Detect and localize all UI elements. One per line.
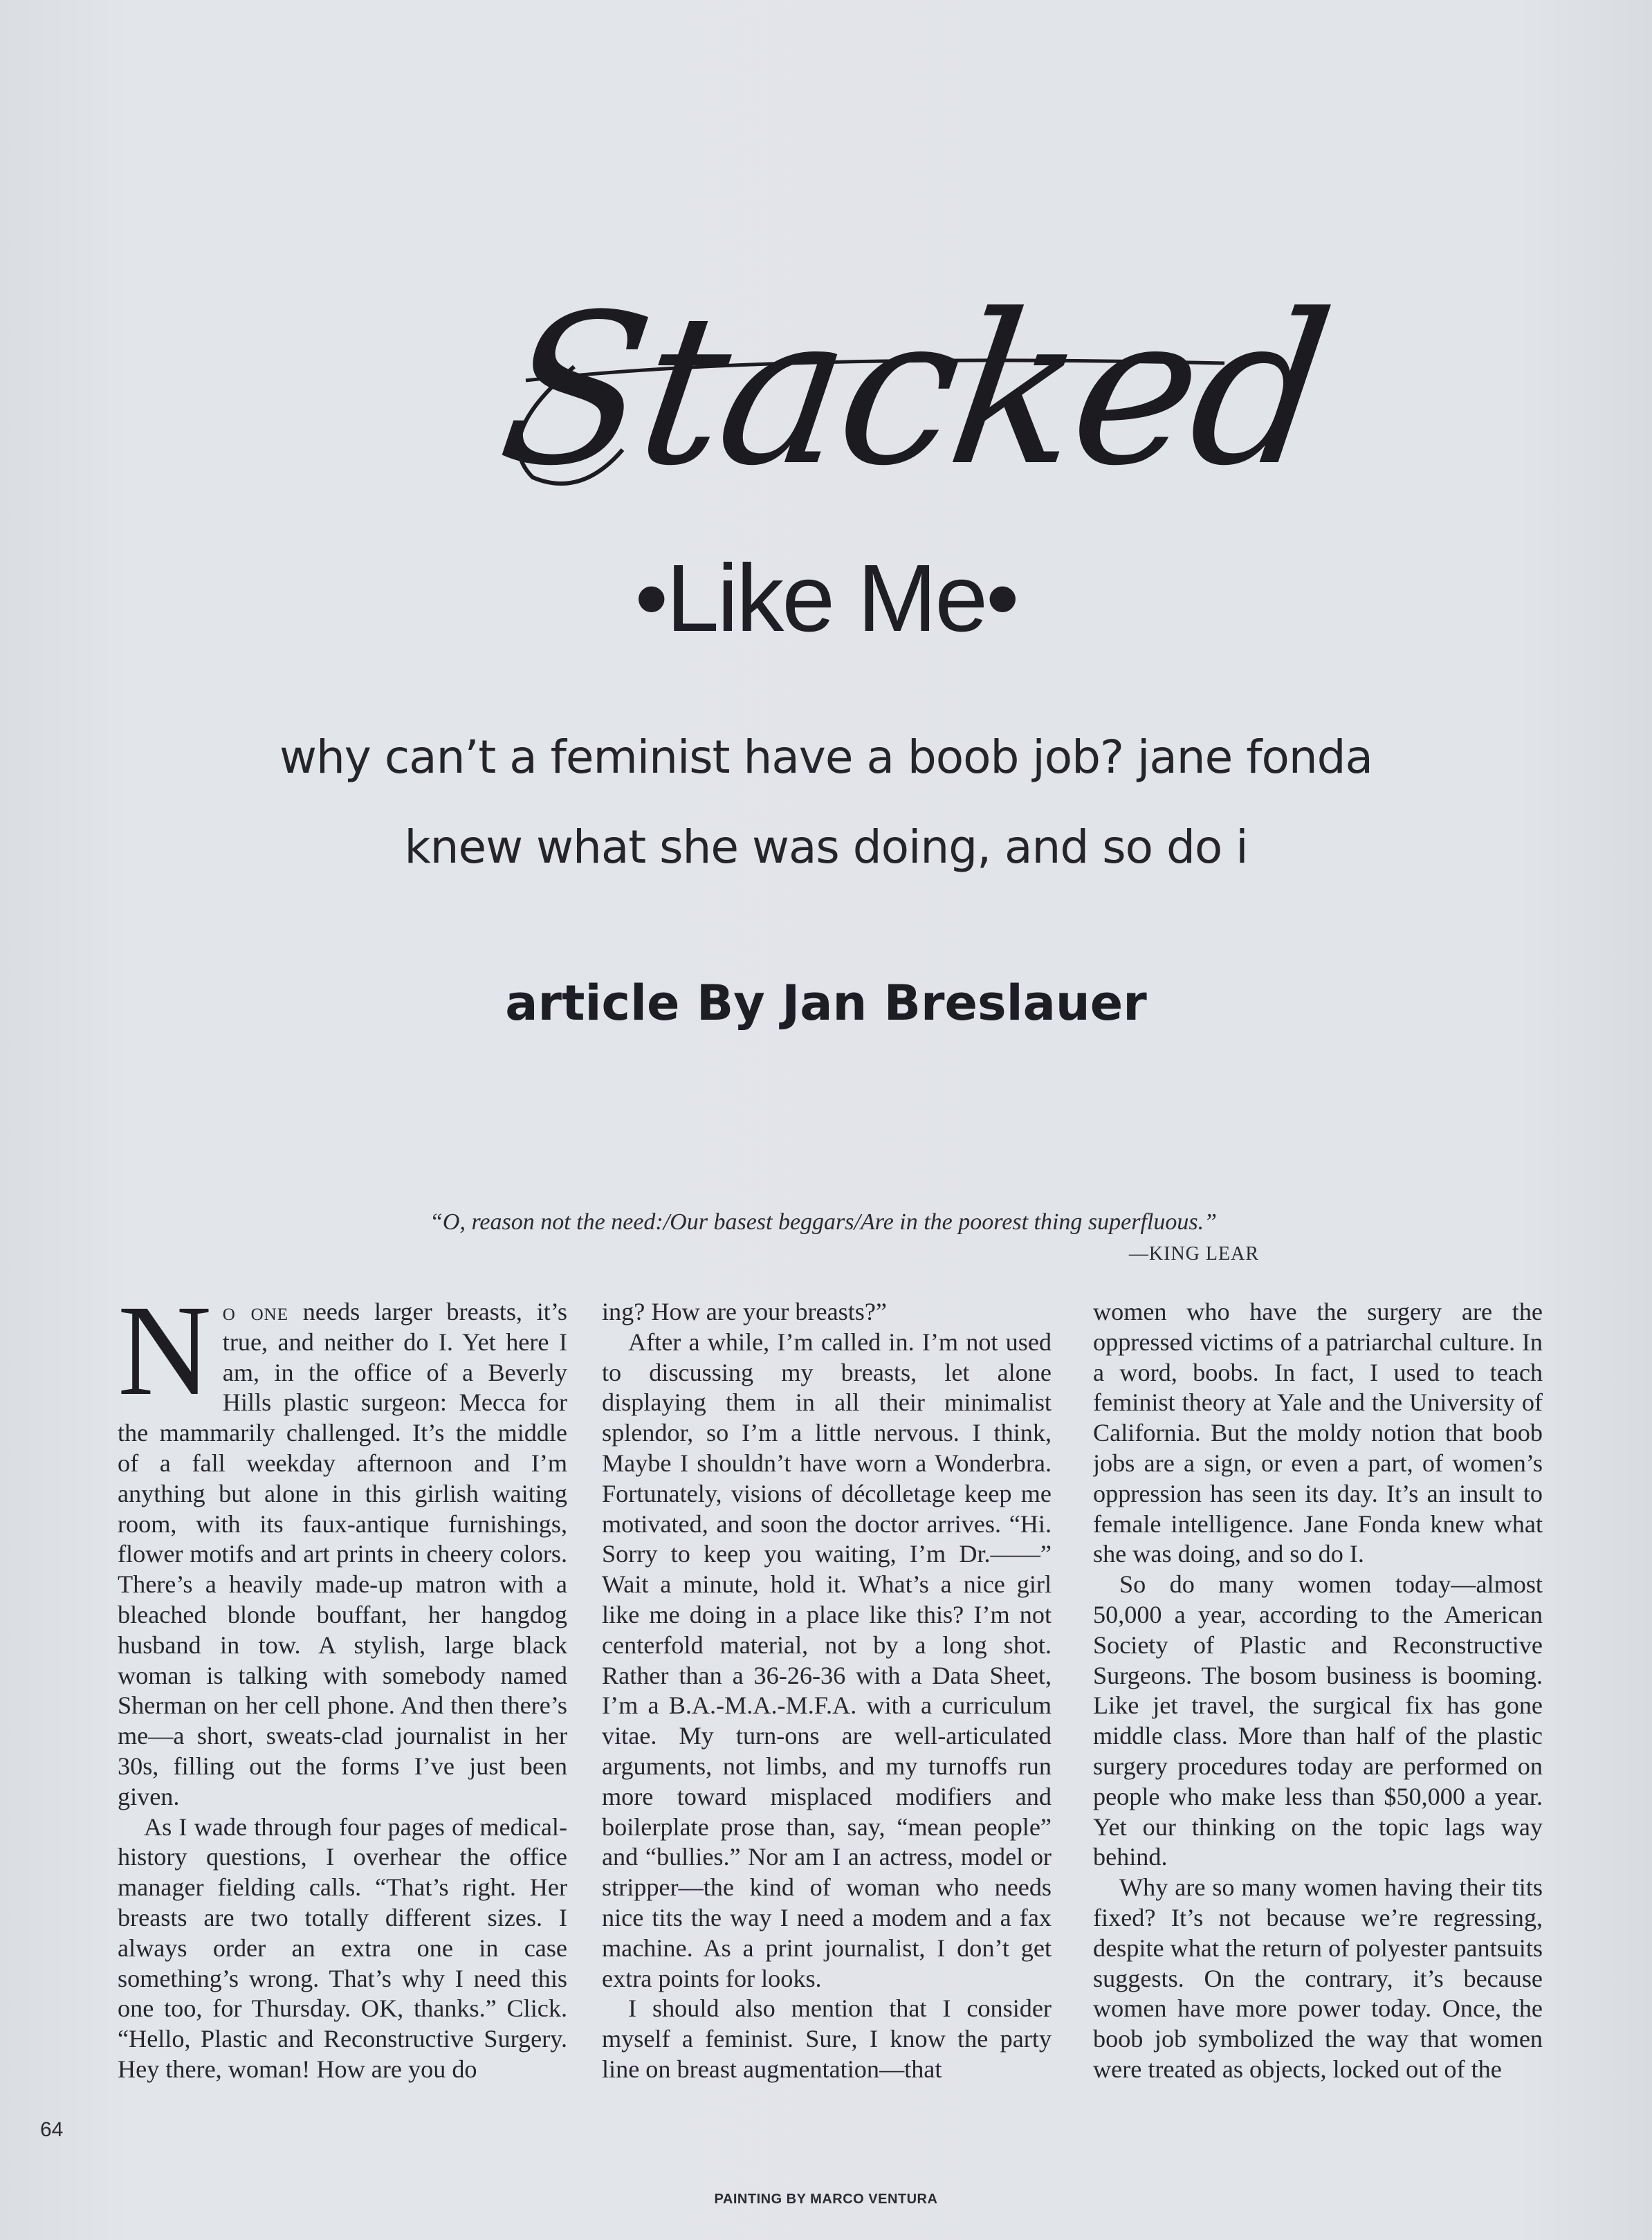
title-script-text: Stacked	[488, 270, 1340, 511]
title-subtitle: •Like Me•	[634, 545, 1018, 652]
paragraph: As I wade through four pages of medical-history questions, I overhear the office manager fielding calls. “That’s right. Her breasts are two totally different sizes. I always order an extra one in case something’s wrong. That’s why I need this one too, for Thursday. OK, thanks.” Click. “Hello, Plastic and Reconstructive Surgery. Hey there, woman! How are you do	[118, 1812, 567, 2083]
byline: article By Jan Breslauer	[505, 975, 1147, 1031]
epigraph-source: —KING LEAR	[1128, 1243, 1259, 1265]
deck-line-1: why can’t a feminist have a boob job? jane fonda	[279, 731, 1373, 784]
page-number: 64	[40, 2118, 64, 2141]
paragraph: So do many women today—almost 50,000 a year, according to the American Society of Plastic and Reconstructive Surgeons. The bosom business is booming. Like jet travel, the surgical fix has gone middle class. More than half of the plastic surgery procedures today are performed on people who make less than $50,000 a year. Yet our thinking on the topic lags way behind.	[1093, 1570, 1543, 1871]
drop-cap: N	[118, 1297, 212, 1422]
article-column-3	[1093, 1297, 1543, 2145]
script-title	[477, 270, 1340, 511]
lead-in: o one	[222, 1298, 288, 1325]
article-column-1	[118, 1297, 567, 2145]
photo-credit: PAINTING BY MARCO VENTURA	[714, 2192, 938, 2207]
article-column-2	[602, 1297, 1052, 2145]
paragraph: Why are so many women having their tits fixed? It’s not because we’re regressing, despite what the return of polyester pantsuits suggests. On the contrary, it’s because women have more power today. Once, the boob job symbolized the way that women were treated as objects, locked out of the	[1093, 1873, 1543, 2083]
deck-line-2: knew what she was doing, and so do i	[404, 820, 1248, 874]
paragraph: women who have the surgery are the oppressed victims of a patriarchal culture. In a word, boobs. In fact, I used to teach feminist theory at Yale and the University of California. But the moldy notion that boob jobs are a sign, or even a part, of women’s oppression has seen its day. It’s an insult to female intelligence. Jane Fonda knew what she was doing, and so do I.	[1093, 1298, 1543, 1568]
paragraph	[118, 1297, 567, 1812]
paragraph: I should also mention that I consider myself a feminist. Sure, I know the party line on breast augmentation—that	[602, 1994, 1052, 2083]
paragraph-text: needs larger breasts, it’s true, and neither do I. Yet here I am, in the office of a Beverly Hills plastic surgeon: Mecca for the mammarily challenged. It’s the middle of a fall weekday afternoon and I’m anything but alone in this girlish waiting room, with its faux-antique furnishings, flower motifs and art prints in cheery colors. There’s a heavily made-up matron with a bleached blonde bouffant, her hangdog husband in tow. A stylish, large black woman is talking with somebody named Sherman on her cell phone. And then there’s me—a short, sweats-clad journalist in her 30s, filling out the forms I’ve just been given.	[118, 1298, 567, 1810]
paragraph: After a while, I’m called in. I’m not used to discussing my breasts, let alone displaying them in all their minimalist splendor, so I’m a little nervous. I think, Maybe I shouldn’t have worn a Wonderbra. Fortunately, visions of décolletage keep me motivated, and soon the doctor arrives. “Hi. Sorry to keep you waiting, I’m Dr.——” Wait a minute, hold it. What’s a nice girl like me doing in a place like this? I’m not centerfold material, not by a long shot. Rather than a 36-26-36 with a Data Sheet, I’m a B.A.-M.A.-M.F.A. with a curriculum vitae. My turn-ons are well-articulated arguments, not limbs, and my turnoffs run more toward misplaced modifiers and boilerplate prose than, say, “mean people” and “bullies.” Nor am I an actress, model or stripper—the kind of woman who needs nice tits the way I need a modem and a fax machine. As a print journalist, I don’t get extra points for looks.	[602, 1328, 1052, 1992]
epigraph-quote: “O, reason not the need:/Our basest beggars/Are in the poorest thing superfluous.”	[429, 1209, 1217, 1235]
paragraph: ing? How are your breasts?”	[602, 1298, 887, 1325]
deck	[208, 713, 1444, 892]
